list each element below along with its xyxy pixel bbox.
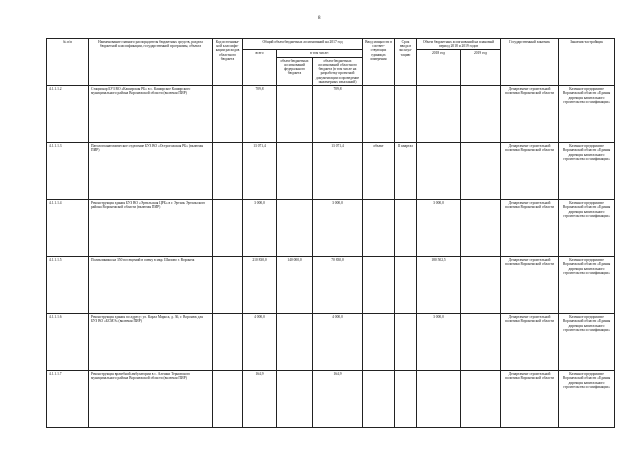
row-regional: 164,9 [313,371,363,428]
row-commission: объект [363,143,395,200]
header-customer: Государственный заказчик [501,39,559,86]
page-number: 8 [318,16,321,21]
row-regional: 3 000,0 [313,200,363,257]
row-developer: Казенное предприятие Воронежской области «Единая дирекция капитального строительства и газификации» [559,371,615,428]
row-commission [363,371,395,428]
row-code [213,143,243,200]
row-2018: 3 000,0 [417,200,461,257]
row-2018 [417,86,461,143]
row-federal [277,143,313,200]
header-name: Наименование главного распорядителя бюджетных средств, раздела бюджетной классификации, государственной программы, объекта [89,39,213,86]
row-term [395,314,417,371]
row-2019 [461,257,501,314]
row-regional: 4 000,0 [313,314,363,371]
row-developer: Казенное предприятие Воронежской области «Единая дирекция капитального строительства и газификации» [559,143,615,200]
row-federal [277,86,313,143]
row-commission [363,314,395,371]
header-commission: Ввод мощности в соответ-ствующих единицах измерения [363,39,395,86]
table-row [47,371,615,428]
row-federal: 140 000,0 [277,257,313,314]
row-2019 [461,314,501,371]
row-federal [277,314,313,371]
row-developer: Казенное предприятие Воронежской области «Единая дирекция капитального строительства и газификации» [559,257,615,314]
row-num: 4.1.1.1.5 [47,257,89,314]
row-customer: Департамент строительной политики Воронежской области [501,200,559,257]
row-federal [277,200,313,257]
row-name: Реконструкция врачебной амбулатории в с. Алешки Терновского муниципального района Воронежской области (включая ПИР) [89,371,213,428]
header-num: № п/п [47,39,89,86]
row-regional: 70 830,0 [313,257,363,314]
row-customer: Департамент строительной политики Воронежской области [501,257,559,314]
header-regional: объем бюджетных ассигнований областного бюджета (в том числе на разработку проектной документации и проведение инженерных изысканий) [313,57,363,85]
header-planned: Объем бюджетных ассигнований на плановый период 2018 и 2019 годов [417,39,501,50]
row-all: 3 000,0 [243,200,277,257]
row-2018: 3 000,0 [417,314,461,371]
header-total: Общий объем бюджетных ассигнований на 2017 год [243,39,363,50]
row-customer: Департамент строительной политики Воронежской области [501,371,559,428]
row-num: 4.1.1.1.2 [47,86,89,143]
construction-objects-table [46,38,615,428]
row-name: Реконструкция здания БУЗ ВО «Эртильская ЦРБ» в г. Эртиль Эртильского района Воронежской области (включая ПИР) [89,200,213,257]
row-term [395,257,417,314]
row-term [395,371,417,428]
row-code [213,371,243,428]
row-term [395,200,417,257]
row-2018 [417,143,461,200]
row-commission [363,86,395,143]
row-customer: Департамент строительной политики Воронежской области [501,143,559,200]
header-federal: объем бюджетных ассигнований федерального бюджета [277,57,313,85]
row-name: Стационар БУЗ ВО «Каширская РБ» в с. Каширское Каширского муниципального района Воронежской области (включая ПИР) [89,86,213,143]
header-2018: 2018 год [417,50,461,86]
row-customer: Департамент строительной политики Воронежской области [501,86,559,143]
row-2018 [417,371,461,428]
table-row [47,86,615,143]
row-name: Поликлиника на 350 посещений в смену в мкр. Шилово г. Воронеж [89,257,213,314]
row-code [213,200,243,257]
row-2019 [461,371,501,428]
table-row [47,314,615,371]
row-customer: Департамент строительной политики Воронежской области [501,314,559,371]
row-all: 709,8 [243,86,277,143]
row-name: Реконструкция здания по адресу: ул. Карла Маркса, д. 36, г. Воронеж для БУЗ ВО «БСМЭ» (включая ПИР) [89,314,213,371]
row-2019 [461,86,501,143]
header-developer: Заказчик-застройщик [559,39,615,86]
header-2019: 2019 год [461,50,501,86]
table-row [47,200,615,257]
row-code [213,314,243,371]
row-developer: Казенное предприятие Воронежской области «Единая дирекция капитального строительства и газификации» [559,200,615,257]
row-all: 13 071,4 [243,143,277,200]
table-row [47,257,615,314]
row-code [213,86,243,143]
row-num: 4.1.1.1.7 [47,371,89,428]
header-all: всего [243,50,277,86]
row-commission [363,200,395,257]
row-2018: 180 502,5 [417,257,461,314]
row-regional: 709,8 [313,86,363,143]
table-row [47,143,615,200]
row-term: II квартал [395,143,417,200]
header-code: Код источника-ной классифи-кации расходов областного бюджета [213,39,243,86]
row-all: 210 830,0 [243,257,277,314]
row-num: 4.1.1.1.6 [47,314,89,371]
row-federal [277,371,313,428]
row-term [395,86,417,143]
row-all: 4 000,0 [243,314,277,371]
row-num: 4.1.1.1.4 [47,200,89,257]
row-name: Патологоанатомическое отделение БУЗ ВО «Острогожская РБ» (включая ПИР) [89,143,213,200]
row-developer: Казенное предприятие Воронежской области «Единая дирекция капитального строительства и газификации» [559,86,615,143]
header-incl: в том числе: [277,50,363,57]
row-commission [363,257,395,314]
header-term: Срок ввода в эксплуа-тацию [395,39,417,86]
row-regional: 13 071,4 [313,143,363,200]
row-2019 [461,143,501,200]
row-2019 [461,200,501,257]
row-developer: Казенное предприятие Воронежской области «Единая дирекция капитального строительства и газификации» [559,314,615,371]
row-num: 4.1.1.1.3 [47,143,89,200]
row-all: 164,9 [243,371,277,428]
row-code [213,257,243,314]
